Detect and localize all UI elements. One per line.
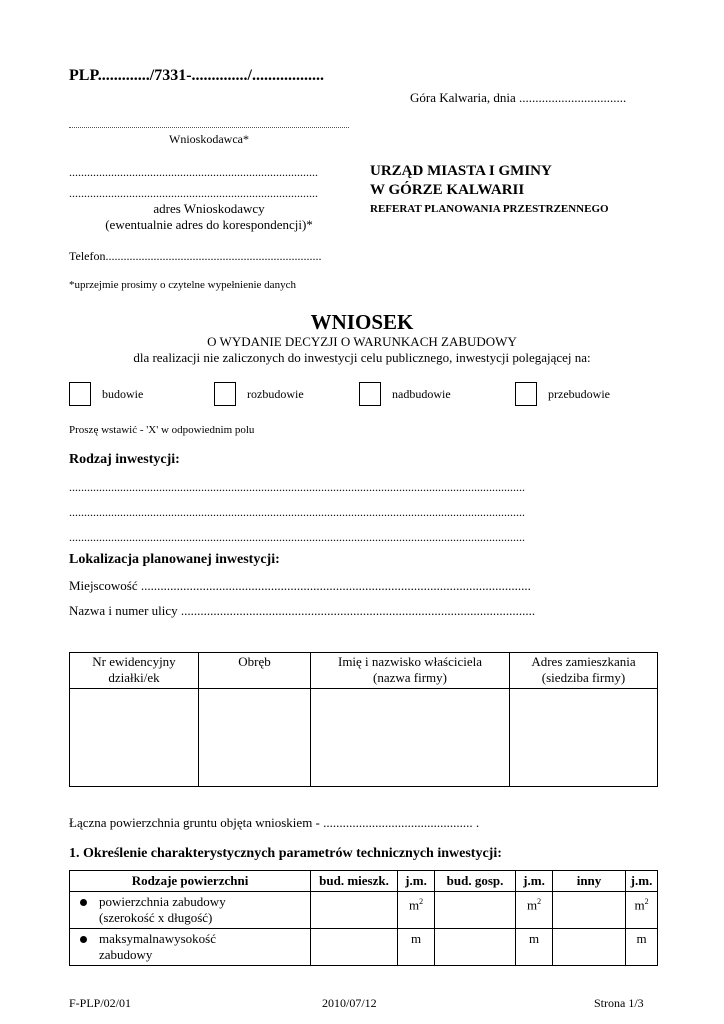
investment-line-2[interactable]: ........................................................................................................................................................: [69, 505, 525, 519]
investment-heading: Rodzaj inwestycji:: [69, 452, 180, 467]
option-label-rozbudowie: rozbudowie: [247, 387, 304, 401]
applicant-address-line-1[interactable]: ...................................................................................: [69, 165, 318, 179]
footer-form-code: F-PLP/02/01: [69, 996, 132, 1010]
cell-precinct[interactable]: [199, 689, 311, 787]
col-address: [510, 653, 658, 689]
form-subtitle: O WYDANIE DECYZJI O WARUNKACH ZABUDOWY: [207, 334, 517, 349]
place-date: Góra Kalwaria, dnia .................................: [410, 90, 627, 105]
unit-text: m: [410, 931, 422, 946]
cell-value[interactable]: [553, 929, 626, 966]
office-line-2: W GÓRZE KALWARII: [370, 182, 525, 198]
owners-table-row: [70, 689, 658, 787]
cell-address[interactable]: [510, 689, 658, 787]
unit-text: m: [636, 931, 647, 946]
cell-value[interactable]: [435, 929, 516, 966]
params-table: [69, 870, 658, 966]
params-heading: 1. Określenie charakterystycznych parametrów technicznych inwestycji:: [69, 846, 502, 861]
col-plot-number-line2: działki/ek: [108, 670, 160, 685]
location-city[interactable]: Miejscowość ........................................................................................................................: [69, 578, 531, 593]
investment-line-1[interactable]: ........................................................................................................................................................: [69, 480, 525, 494]
cell-value[interactable]: [311, 892, 398, 929]
unit-text: m: [408, 897, 420, 913]
form-title: WNIOSEK: [310, 310, 414, 334]
col-plot-number: [70, 653, 199, 689]
plp-number: PLP............./7331-............../..................: [69, 67, 324, 84]
options-hint: Proszę wstawić - 'X' w odpowiednim polu: [69, 424, 255, 436]
office-line-3: REFERAT PLANOWANIA PRZESTRZENNEGO: [370, 203, 609, 215]
applicant-address-label-2: (ewentualnie adres do korespondencji)*: [105, 217, 313, 232]
params-row-max-height: [70, 929, 658, 966]
col-other: inny: [553, 871, 626, 892]
cell-unit: [516, 929, 553, 966]
applicant-address-label: adres Wnioskodawcy: [153, 201, 265, 216]
footer-date: 2010/07/12: [322, 996, 377, 1010]
option-label-nadbudowie: nadbudowie: [392, 387, 451, 401]
applicant-phone[interactable]: Telefon........................................................................: [69, 249, 322, 263]
col-unit-1: j.m.: [398, 871, 435, 892]
footer-page-number: Strona 1/3: [594, 996, 644, 1010]
col-plot-number-line1: Nr ewidencyjny: [92, 654, 176, 669]
location-heading: Lokalizacja planowanej inwestycji:: [69, 552, 280, 567]
params-row-building-area: [70, 892, 658, 929]
applicant-name-label: Wnioskodawca*: [169, 132, 249, 146]
col-address-line1: Adres zamieszkania: [531, 654, 636, 669]
unit-text: m: [634, 897, 645, 913]
office-line-1: URZĄD MIASTA I GMINY: [370, 163, 552, 179]
fill-note: *uprzejmie prosimy o czytelne wypełnienie danych: [69, 279, 296, 291]
checkbox-przebudowie[interactable]: [515, 382, 537, 406]
row-label-line2: zabudowy: [99, 947, 153, 962]
row-label: [70, 929, 311, 966]
col-precinct-label: Obręb: [238, 654, 271, 669]
option-label-budowie: budowie: [102, 387, 144, 401]
form-description: dla realizacji nie zaliczonych do inwestycji celu publicznego, inwestycji polegającej na:: [133, 350, 591, 365]
checkbox-budowie[interactable]: [69, 382, 91, 406]
cell-unit: [398, 892, 435, 929]
params-header-row: [70, 871, 658, 892]
col-surface-type: Rodzaje powierzchni: [70, 871, 311, 892]
unit-text: m: [528, 931, 540, 946]
cell-unit: [398, 929, 435, 966]
location-street[interactable]: Nazwa i numer ulicy .............................................................................................................: [69, 603, 536, 618]
row-label-line2: (szerokość x długość): [99, 910, 213, 925]
col-unit-3: j.m.: [626, 871, 658, 892]
applicant-name-line[interactable]: [69, 127, 349, 128]
unit-text: m: [526, 897, 538, 913]
checkbox-rozbudowie[interactable]: [214, 382, 236, 406]
investment-line-3[interactable]: ........................................................................................................................................................: [69, 530, 525, 544]
row-label-line1: powierzchnia zabudowy: [99, 894, 226, 909]
cell-unit: [516, 892, 553, 929]
checkbox-nadbudowie[interactable]: [359, 382, 381, 406]
unit-sup: 2: [644, 897, 649, 906]
row-label: [70, 892, 311, 929]
owners-table-header: [70, 653, 658, 689]
col-owner-line1: Imię i nazwisko właściciela: [337, 654, 483, 669]
col-owner: [311, 653, 510, 689]
cell-value[interactable]: [435, 892, 516, 929]
cell-value[interactable]: [553, 892, 626, 929]
cell-unit: [626, 929, 658, 966]
unit-sup: 2: [419, 897, 424, 906]
row-label-line1: maksymalnawysokość: [99, 931, 216, 946]
owners-table: [69, 652, 658, 787]
col-owner-line2: (nazwa firmy): [373, 670, 447, 685]
bullet-icon: [80, 936, 87, 943]
unit-sup: 2: [537, 897, 542, 906]
cell-plot-number[interactable]: [70, 689, 199, 787]
total-area[interactable]: Łączna powierzchnia gruntu objęta wnioskiem - .............................................. .: [69, 815, 480, 830]
col-precinct: [199, 653, 311, 689]
bullet-icon: [80, 899, 87, 906]
col-address-line2: (siedziba firmy): [541, 670, 626, 685]
applicant-address-line-2[interactable]: ...................................................................................: [69, 186, 318, 200]
col-utility: bud. gosp.: [435, 871, 516, 892]
cell-unit: [626, 892, 658, 929]
col-residential: bud. mieszk.: [311, 871, 398, 892]
cell-owner[interactable]: [311, 689, 510, 787]
option-label-przebudowie: przebudowie: [548, 387, 610, 401]
col-unit-2: j.m.: [516, 871, 553, 892]
cell-value[interactable]: [311, 929, 398, 966]
